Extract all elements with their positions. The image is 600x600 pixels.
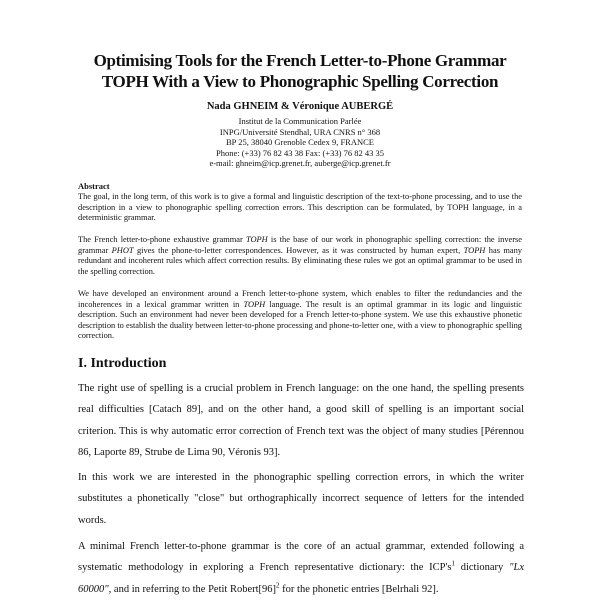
authors: Nada GHNEIM & Véronique AUBERGÉ — [206, 101, 394, 112]
paper-title-line-1: Optimising Tools for the French Letter-to-Phone Grammar — [93, 51, 507, 70]
affiliation-email: e-mail: ghneim@icp.grenet.fr, auberge@icp.grenet.fr — [209, 158, 391, 169]
intro-paragraph-3: A minimal French letter-to-phone grammar is the core of an actual grammar, extended following a systematic methodology in exploring a French representative dictionary: the $ICP's^1$ dictionary "Lx 60000", and in referring to the Petit $Robert[96]^2$ for the phonetic entries [Belrhali 92]. — [78, 541, 524, 595]
intro-paragraph-2: In this work we are interested in the phonographic spelling correction errors, in which the writer substitutes a phonetically "close" but orthographically incorrect sequence of letters for the intended words. — [78, 472, 524, 526]
abstract-heading: Abstract — [78, 181, 110, 191]
abstract-paragraph-3: We have developed an environment around a French letter-to-phone system, which enables to filter the redundancies and the incoherences in a lexical grammar written in TOPH language. The result is an optimal grammar in its logic and linguistic description. Such an environment had never been developed for a French letter-to-phone system. We use this exhaustive phonetic description to establish the duality between letter-to-phone processing and phone-to-letter one, with a view to phonographic spelling correction. — [78, 289, 522, 341]
intro-paragraph-1: The right use of spelling is a crucial problem in French language: on the one hand, the spelling presents real difficulties [Catach 89], and on the other hand, a good skill of spelling is an important social criterion. This is why automatic error correction of French text was the object of many studies [Pérennou 86, Laporte 89, Strube de Lima 90, Véronis 93]. — [78, 383, 524, 458]
paper-title-line-2: TOPH With a View to Phonographic Spelling Correction — [101, 72, 499, 91]
abstract-paragraph-2: The French letter-to-phone exhaustive grammar TOPH is the base of our work in phonographic spelling correction: the inverse grammar PHOT gives the phone-to-letter correspondences. However, as it was constructed by human expert, TOPH has many redundant and incoherent rules which affect correction results. By eliminating these rules we got an optimal grammar to be used in the spelling correction. — [78, 235, 523, 276]
affiliation-line-2: INPG/Université Stendhal, URA CNRS n° 368 — [219, 126, 381, 137]
affiliation-line-1: Institut de la Communication Parlée — [238, 116, 362, 126]
abstract-paragraph-1: The goal, in the long term, of this work is to give a formal and linguistic description of the text-to-phone processing, and to use the description in a view to phonographic spelling correction errors. This description can be formulated, by TOPH language, in a deterministic grammar. — [78, 192, 522, 223]
section-heading-introduction: I. Introduction — [78, 356, 167, 371]
affiliation-line-4: Phone: (+33) 76 82 43 38 Fax: (+33) 76 82 43 35 — [215, 147, 384, 158]
affiliation-line-3: BP 25, 38040 Grenoble Cedex 9, FRANCE — [226, 137, 374, 148]
